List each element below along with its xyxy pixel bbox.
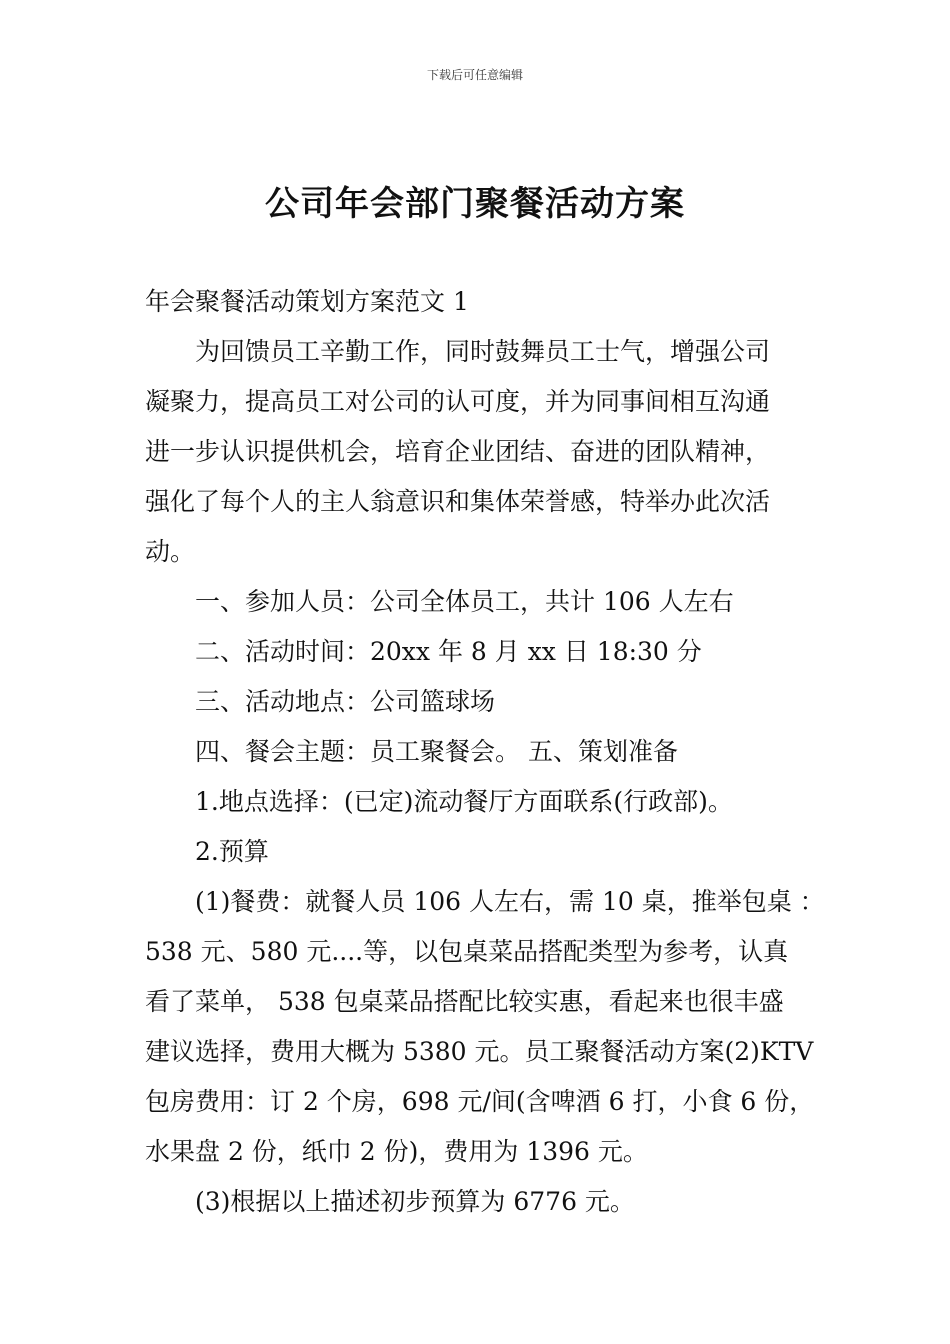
document-body (145, 277, 825, 1227)
budget-line: 包房费用：订 2 个房，698 元/间(含啤酒 6 打，小食 6 份， (145, 1087, 815, 1116)
intro-line: 凝聚力，提高员工对公司的认可度，并为同事间相互沟通 (145, 387, 771, 416)
budget-line: (1)餐费：就餐人员 106 人左右，需 10 桌，推举包桌 ： (195, 887, 825, 916)
header-note: 下载后可任意编辑 (426, 68, 523, 82)
intro-line: 强化了每个人的主人翁意识和集体荣誉感，特举办此次活 (145, 487, 771, 516)
intro-line: 动。 (145, 537, 196, 566)
budget-summary: (3)根据以上描述初步预算为 6776 元。 (195, 1187, 635, 1216)
item-location: 三、活动地点：公司篮球场 (195, 687, 496, 716)
document-title: 公司年会部门聚餐活动方案 (265, 184, 685, 224)
item-participants: 一、参加人员：公司全体员工，共计 106 人左右 (195, 587, 734, 616)
section-heading: 年会聚餐活动策划方案范文 1 (145, 287, 469, 316)
intro-line: 进一步认识提供机会，培育企业团结、奋进的团队精神， (145, 437, 771, 466)
budget-line: 建议选择，费用大概为 5380 元。员工聚餐活动方案(2)KTV (145, 1037, 814, 1066)
item-theme: 四、餐会主题：员工聚餐会。 五、策划准备 (195, 737, 678, 766)
intro-line: 为回馈员工辛勤工作，同时鼓舞员工士气，增强公司 (195, 337, 771, 366)
item-budget: 2.预算 (195, 837, 269, 866)
item-time: 二、活动时间：20xx 年 8 月 xx 日 18:30 分 (195, 637, 702, 666)
item-venue: 1.地点选择：(已定)流动餐厅方面联系(行政部)。 (195, 787, 733, 816)
budget-line: 水果盘 2 份，纸巾 2 份)，费用为 1396 元。 (145, 1137, 648, 1166)
budget-line: 538 元、580 元....等，以包桌菜品搭配类型为参考，认真 (145, 937, 789, 966)
budget-line: 看了菜单， 538 包桌菜品搭配比较实惠，看起来也很丰盛 (145, 987, 784, 1016)
